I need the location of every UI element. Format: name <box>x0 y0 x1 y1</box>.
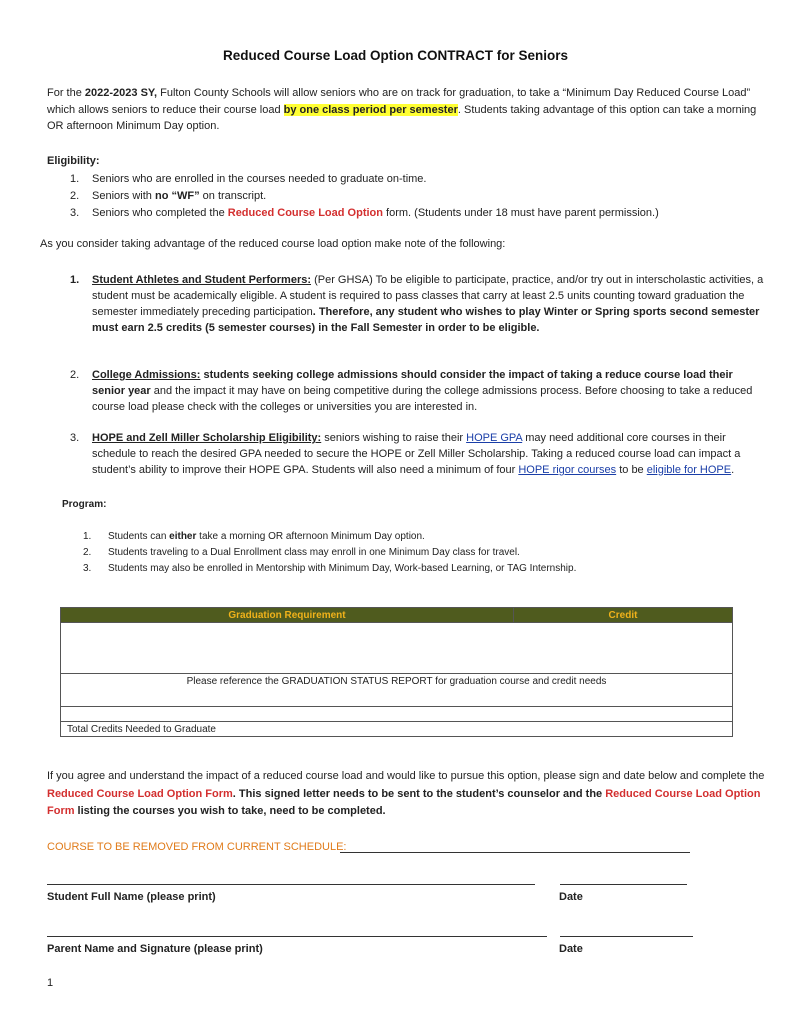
column-header-credit: Credit <box>514 608 733 623</box>
intro-paragraph: For the 2022-2023 SY, Fulton County Schools will allow seniors who are on track for graduation, to take a “Minimum Day Reduced Course Load” which allows seniors to reduce their course load by one class period per semester. Students taking advantage of this option can take a morning OR afternoon Minimum Day option. <box>47 87 757 132</box>
student-date-label: Date <box>559 891 583 903</box>
note-hope: 3. HOPE and Zell Miller Scholarship Eligibility: seniors wishing to raise their HOPE GPA may need additional core courses in their schedule to reach the desired GPA needed to secure the HOPE or Zell Miller Scholarship. Taking a reduced course load can impact a student’s ability to improve their HOPE GPA. Students will also need a minimum of four HOPE rigor courses to be eligible for HOPE. <box>70 432 741 476</box>
hope-gpa-link[interactable]: HOPE GPA <box>466 432 523 444</box>
note-heading: Student Athletes and Student Performers: <box>92 274 312 286</box>
note-athletes: 1. Student Athletes and Student Performers: (Per GHSA) To be eligible to participate, practice, and/or try out in interscholastic activities, a student must be academically eligible. A student is required to pass classes that carry at least 2.5 units counting toward graduation the semester immediately preceding participation. Therefore, any student who wishes to play Winter or Spring sports second semester must earn 2.5 credits (5 semester courses) in the Fall Semester in order to be eligible. <box>70 274 764 334</box>
parent-signature-line[interactable] <box>47 936 547 937</box>
column-header-graduation-requirement: Graduation Requirement <box>61 608 514 623</box>
student-date-line[interactable] <box>560 884 687 885</box>
parent-name-label: Parent Name and Signature (please print) <box>47 943 263 955</box>
eligibility-item: 2. Seniors with no “WF” on transcript. <box>70 190 267 202</box>
highlighted-text: by one class period per semester <box>283 103 458 116</box>
table-row <box>61 707 733 722</box>
note-heading: HOPE and Zell Miller Scholarship Eligibility: <box>92 432 322 444</box>
table-row <box>61 674 733 707</box>
eligibility-heading: Eligibility: <box>47 155 100 167</box>
page-number: 1 <box>47 977 54 989</box>
eligibility-item: 3. Seniors who completed the Reduced Course Load Option form. (Students under 18 must have parent permission.) <box>70 207 659 219</box>
note-college: 2. College Admissions: students seeking college admissions should consider the impact of taking a reduce course load their senior year and the impact it may have on being competitive during the college admissions process. Before choosing to take a reduced course load please check with the colleges or universities you are interested in. <box>70 369 753 413</box>
parent-date-label: Date <box>559 943 583 955</box>
program-heading: Program: <box>62 499 107 510</box>
table-header-row <box>61 608 733 623</box>
table-row <box>61 623 733 674</box>
graduation-requirements-table <box>60 607 733 737</box>
document-title: Reduced Course Load Option CONTRACT for Seniors <box>222 48 568 63</box>
note-heading: College Admissions: <box>92 369 201 381</box>
consider-text: As you consider taking advantage of the reduced course load option make note of the following: <box>40 238 506 250</box>
total-credits-label: Total Credits Needed to Graduate <box>61 722 733 737</box>
student-name-label: Student Full Name (please print) <box>47 891 216 903</box>
course-removed-line[interactable] <box>340 852 690 853</box>
eligible-for-hope-link[interactable]: eligible for HOPE <box>646 464 732 476</box>
eligibility-item: 1. Seniors who are enrolled in the courses needed to graduate on-time. <box>70 173 427 185</box>
program-item: 2. Students traveling to a Dual Enrollment class may enroll in one Minimum Day class for travel. <box>83 547 520 558</box>
student-name-line[interactable] <box>47 884 535 885</box>
course-removed-label: COURSE TO BE REMOVED FROM CURRENT SCHEDULE: <box>47 841 347 853</box>
table-note: Please reference the GRADUATION STATUS REPORT for graduation course and credit needs <box>61 674 733 707</box>
parent-date-line[interactable] <box>560 936 693 937</box>
program-item: 1. Students can either take a morning OR afternoon Minimum Day option. <box>83 531 425 542</box>
hope-rigor-courses-link[interactable]: HOPE rigor courses <box>518 464 617 476</box>
agreement-paragraph: If you agree and understand the impact of a reduced course load and would like to pursue this option, please sign and date below and complete the Reduced Course Load Option Form. This signed letter needs to be sent to the student’s counselor and the Reduced Course Load Option Form listing the courses you wish to take, need to be completed. <box>47 770 765 817</box>
table-row <box>61 722 733 737</box>
program-item: 3. Students may also be enrolled in Mentorship with Minimum Day, Work-based Learning, or TAG Internship. <box>83 563 577 574</box>
